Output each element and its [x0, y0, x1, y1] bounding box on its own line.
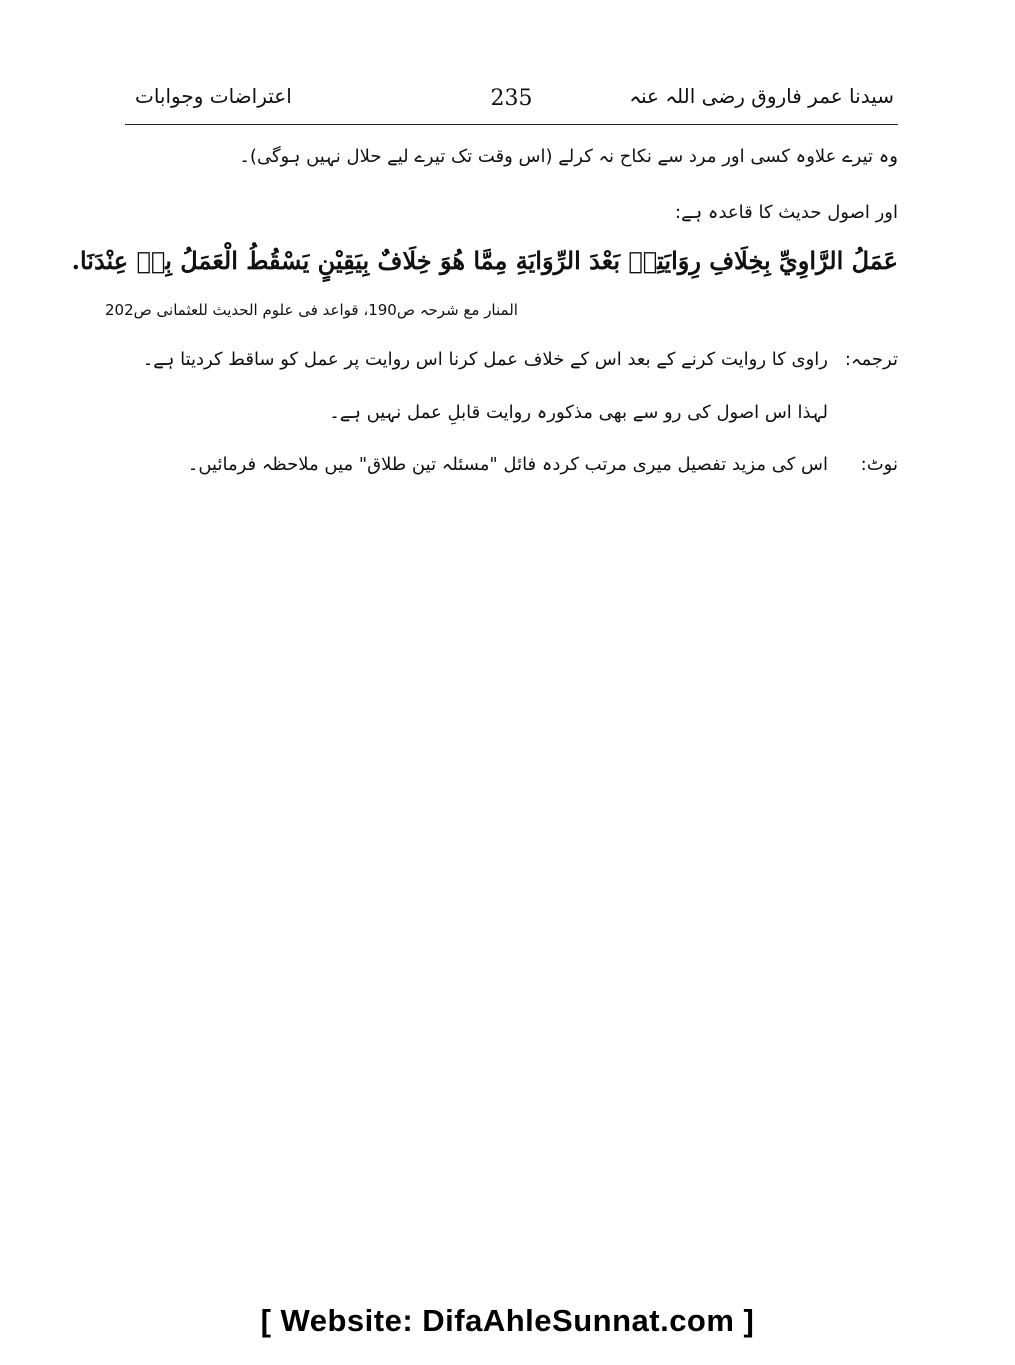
translation-label: ترجمہ:: [844, 349, 898, 370]
page-header: [125, 80, 898, 125]
note-text: اس کی مزید تفصیل میری مرتب کردہ فائل "مسئلہ تین طلاق" میں ملاحظہ فرمائیں۔: [187, 454, 828, 475]
conclusion-line: لہذا اس اصول کی رو سے بھی مذکورہ روایت قابلِ عمل نہیں ہے۔: [329, 402, 828, 423]
website-footer: [ Website: DifaAhleSunnat.com ]: [260, 1303, 755, 1338]
book-title: سیدنا عمر فاروق رضی اللہ عنہ: [629, 84, 894, 108]
body-line-1: وہ تیرے علاوہ کسی اور مرد سے نکاح نہ کرلے (اس وقت تک تیرے لیے حلال نہیں ہوگی)۔: [239, 146, 898, 167]
body-line-2: اور اصول حدیث کا قاعدہ ہے:: [675, 202, 898, 223]
translation-text: راوی کا روایت کرنے کے بعد اس کے خلاف عمل کرنا اس روایت پر عمل کو ساقط کردیتا ہے۔: [142, 349, 828, 370]
note-label: نوٹ:: [860, 454, 898, 475]
page-number: 235: [490, 86, 533, 111]
arabic-rule: عَمَلُ الرَّاوِيِّ بِخِلَافِ رِوَايَتِهٖ بَعْدَ الرِّوَايَةِ مِمَّا هُوَ خِلَافٌ بِيَقِيْنٍ يَسْقُطُ الْعَمَلُ بِهٖ عِنْدَنَا.: [71, 246, 898, 275]
translation-paragraph: [143, 346, 898, 374]
note-paragraph: [188, 451, 898, 479]
reference-citation: المنار مع شرحہ ص190، قواعد فی علوم الحدیث للعثمانی ص202: [105, 301, 518, 319]
section-title: اعتراضات وجوابات: [135, 84, 292, 108]
